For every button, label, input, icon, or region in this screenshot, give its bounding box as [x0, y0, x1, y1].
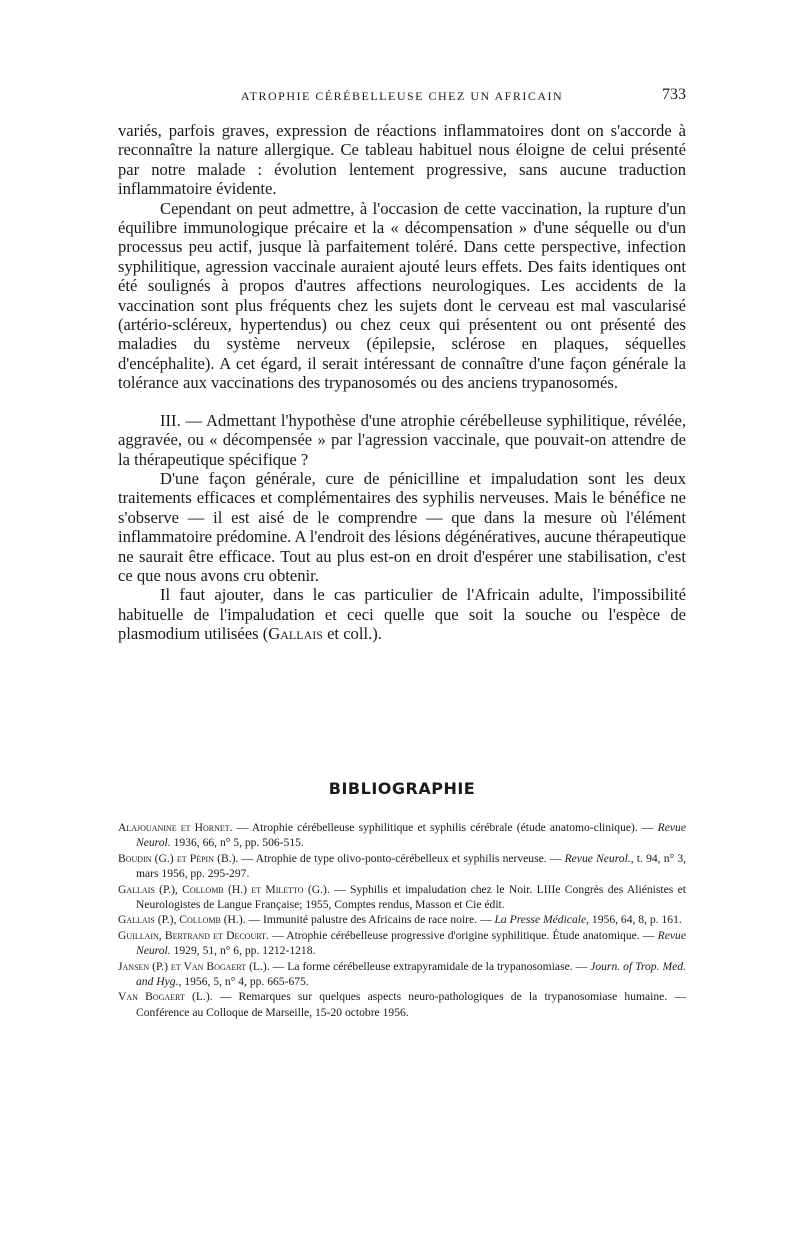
bib-authors: Van Bogaert (L.).: [118, 990, 213, 1004]
bibliography-list: [118, 820, 686, 1020]
bib-ref: 1929, 51, n° 6, pp. 1212-1218.: [170, 944, 316, 958]
paragraph-vaccination: Cependant on peut admettre, à l'occasion de cette vaccination, la rupture d'un équilibre immunologique précaire et la « décompensation » d'une séquelle ou d'un processus peu actif, jusque là parfaitement toléré. Dans cette perspective, infection syphilitique, agression vaccinale auraient ajouté leurs effets. Des faits identiques ont été soulignés à propos d'autres affections neurologiques. Les accidents de la vaccination sont plus fréquents chez les sujets dont le cerveau est mal vascularisé (artério-scléreux, hypertendus) ou chez ceux qui présentent ou ont présenté des maladies du système nerveux (épilepsie, sclérose en plaques, séquelles d'encéphalite). A cet égard, il serait intéressant de connaître d'une façon générale la tolérance aux vaccinations des trypanosomés ou des anciens trypanosomés.: [118, 198, 686, 393]
bib-journal: Journ. of Trop. Med. and Hyg.: [136, 959, 686, 989]
running-title: ATROPHIE CÉRÉBELLEUSE CHEZ UN AFRICAIN: [240, 89, 564, 103]
bib-authors: Boudin (G.) et Pépin (B.).: [118, 851, 239, 865]
bib-text: — Atrophie cérébelleuse progressive d'origine syphilitique. Étude anatomique. —: [268, 928, 658, 942]
paragraph-impaludation: [118, 585, 686, 643]
bibliography-heading: BIBLIOGRAPHIE: [328, 779, 476, 798]
article-body: [118, 121, 686, 644]
paragraph-treatment: D'une façon générale, cure de pénicilline et impaludation sont les deux traitements efficaces et complémentaires des syphilis nerveuses. Mais le bénéfice ne s'observe — il est aisé de le comprendre — que dans la mesure où l'élément inflammatoire prédomine. A l'endroit des lésions dégénératives, aucune thérapeutique ne saurait être efficace. Tout au plus est-on en droit d'espérer une stabilisation, c'est ce que nous avons cru obtenir.: [118, 468, 686, 585]
page-number: 733: [662, 86, 686, 103]
bib-journal: Revue Neurol.: [564, 851, 631, 865]
bib-journal: Revue Neurol.: [136, 928, 686, 958]
bibliography-entry: [118, 959, 686, 990]
bib-authors: Jansen (P.) et Van Bogaert (L.).: [118, 959, 270, 973]
bib-text: — Syphilis et impaludation chez le Noir. LIIIe Congrès des Aliénistes et Neurologistes de Langue Française; 1955, Comptes rendus, Masson et Cie édit.: [136, 882, 686, 912]
bibliography-entry: [118, 989, 686, 1020]
bib-ref: 1936, 66, n° 5, pp. 506-515.: [170, 836, 304, 850]
bib-authors: Guillain, Bertrand et Decourt.: [118, 928, 269, 942]
paragraph-section-iii: III. — Admettant l'hypothèse d'une atrophie cérébelleuse syphilitique, révélée, aggravée, ou « décompensée » par l'agression vaccinale, que pouvait-on attendre de la thérapeutique spécifique ?: [118, 410, 686, 469]
bib-authors: Gallais (P.), Collomb (H.) et Miletto (G.).: [118, 882, 330, 896]
bibliography-entry: [118, 882, 686, 913]
bib-authors: Gallais (P.), Collomb (H.).: [118, 913, 246, 927]
bib-journal: Revue Neurol.: [136, 821, 686, 850]
cited-author: Gallais: [268, 624, 323, 644]
bib-text: — Atrophie cérébelleuse syphilitique et syphilis cérébrale (étude anatomo-clinique). —: [232, 821, 658, 834]
bib-text: — Atrophie de type olivo-ponto-cérébelleux et syphilis nerveuse. —: [238, 851, 565, 865]
bibliography-entry: [118, 820, 686, 851]
bib-text: — Remarques sur quelques aspects neuro-pathologiques de la trypanosomiase humaine. — Conférence au Colloque de Marseille, 15-20 octobre 1956.: [136, 990, 686, 1019]
paragraph-impaludation-text: Il faut ajouter, dans le cas particulier de l'Africain adulte, l'impossibilité habituelle de l'impaludation et ceci quelle que soit la souche ou l'espèce de plasmodium utilisées (: [118, 585, 686, 644]
bib-ref: , 1956, 64, 8, p. 161.: [586, 913, 682, 927]
bibliography-entry: [118, 851, 686, 882]
bib-authors: Alajouanine et Hornet.: [118, 821, 233, 834]
paragraph-continued: variés, parfois graves, expression de réactions inflammatoires dont on s'accorde à reconnaître la nature allergique. Ce tableau habituel nous éloigne de celui présenté par notre malade : évolution lentement progressive, sans aucune traduction inflammatoire évidente.: [118, 121, 686, 199]
bib-ref: , t. 94, n° 3, mars 1956, pp. 295-297.: [136, 851, 687, 881]
running-header: [118, 86, 686, 106]
bib-text: — La forme cérébelleuse extrapyramidale de la trypanosomiase. —: [269, 959, 591, 973]
bibliography-entry: [118, 928, 686, 959]
bib-ref: , 1956, 5, n° 4, pp. 665-675.: [178, 975, 309, 989]
bibliography-entry: [118, 912, 686, 927]
bib-text: — Immunité palustre des Africains de race noire. —: [245, 913, 495, 927]
bib-journal: La Presse Médicale: [494, 913, 587, 927]
paragraph-impaludation-end: et coll.).: [322, 624, 382, 644]
